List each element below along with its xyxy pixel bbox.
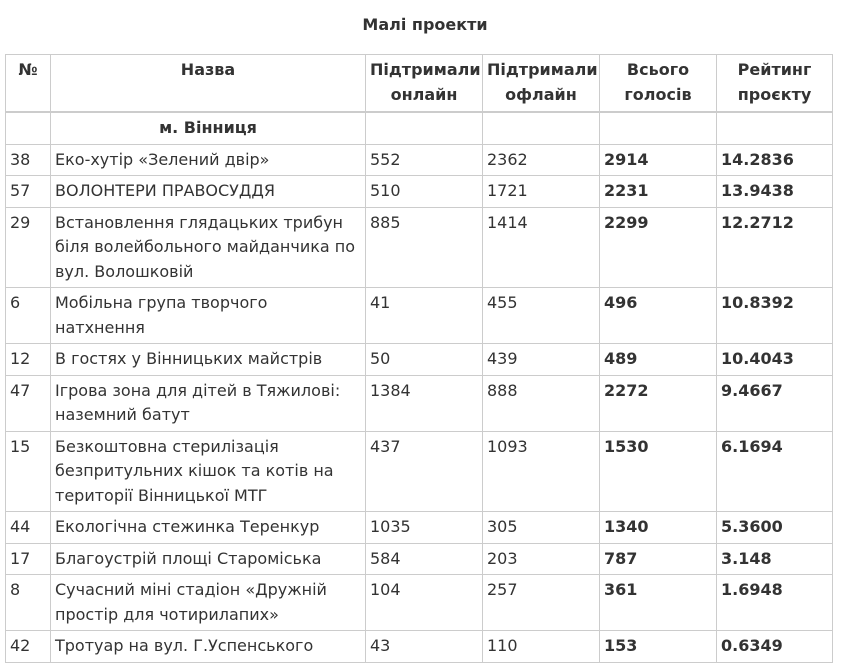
cell-online: 1035 — [366, 512, 483, 544]
cell-number: 12 — [6, 344, 51, 376]
cell-number: 6 — [6, 288, 51, 344]
group-row — [6, 112, 833, 144]
cell-name: Благоустрій площі Староміська — [51, 543, 366, 575]
cell-online: 104 — [366, 575, 483, 631]
cell-number: 57 — [6, 176, 51, 208]
table-row — [6, 512, 833, 544]
cell-rating: 3.148 — [717, 543, 833, 575]
column-header-offline: Підтримали офлайн — [483, 55, 600, 113]
cell-rating: 10.4043 — [717, 344, 833, 376]
cell-total: 361 — [600, 575, 717, 631]
cell-offline: 203 — [483, 543, 600, 575]
cell-rating: 12.2712 — [717, 207, 833, 288]
cell-number: 8 — [6, 575, 51, 631]
cell-total: 496 — [600, 288, 717, 344]
cell-name: В гостях у Вінницьких майстрів — [51, 344, 366, 376]
cell-online: 43 — [366, 631, 483, 663]
cell-number: 38 — [6, 144, 51, 176]
table-row — [6, 176, 833, 208]
column-header-rating: Рейтинг проєкту — [717, 55, 833, 113]
cell-name: Встановлення глядацьких трибун біля волейбольного майданчика по вул. Волошковій — [51, 207, 366, 288]
cell-rating: 10.8392 — [717, 288, 833, 344]
cell-number: 17 — [6, 543, 51, 575]
cell-rating: 1.6948 — [717, 575, 833, 631]
table-row — [6, 575, 833, 631]
cell-offline: 1414 — [483, 207, 600, 288]
group-empty-cell — [600, 112, 717, 144]
cell-total: 153 — [600, 631, 717, 663]
cell-total: 2299 — [600, 207, 717, 288]
column-header-number: № — [6, 55, 51, 113]
cell-online: 437 — [366, 431, 483, 512]
cell-rating: 14.2836 — [717, 144, 833, 176]
cell-offline: 110 — [483, 631, 600, 663]
column-header-name: Назва — [51, 55, 366, 113]
group-label: м. Вінниця — [51, 112, 366, 144]
cell-number: 44 — [6, 512, 51, 544]
column-header-online: Підтримали онлайн — [366, 55, 483, 113]
cell-name: Еко-хутір «Зелений двір» — [51, 144, 366, 176]
cell-rating: 5.3600 — [717, 512, 833, 544]
cell-offline: 305 — [483, 512, 600, 544]
table-row — [6, 375, 833, 431]
cell-offline: 2362 — [483, 144, 600, 176]
cell-offline: 888 — [483, 375, 600, 431]
group-empty-cell — [717, 112, 833, 144]
cell-online: 552 — [366, 144, 483, 176]
table-header-row — [6, 55, 833, 113]
cell-name: Екологічна стежинка Теренкур — [51, 512, 366, 544]
cell-name: Тротуар на вул. Г.Успенського — [51, 631, 366, 663]
cell-number: 29 — [6, 207, 51, 288]
cell-number: 42 — [6, 631, 51, 663]
cell-rating: 13.9438 — [717, 176, 833, 208]
cell-number: 47 — [6, 375, 51, 431]
cell-total: 489 — [600, 344, 717, 376]
cell-offline: 1093 — [483, 431, 600, 512]
cell-total: 787 — [600, 543, 717, 575]
cell-name: Ігрова зона для дітей в Тяжилові: наземний батут — [51, 375, 366, 431]
group-empty-cell — [366, 112, 483, 144]
cell-online: 510 — [366, 176, 483, 208]
cell-total: 2231 — [600, 176, 717, 208]
cell-name: Сучасний міні стадіон «Дружній простір для чотирилапих» — [51, 575, 366, 631]
cell-offline: 1721 — [483, 176, 600, 208]
cell-total: 2914 — [600, 144, 717, 176]
cell-offline: 439 — [483, 344, 600, 376]
cell-total: 2272 — [600, 375, 717, 431]
cell-rating: 6.1694 — [717, 431, 833, 512]
table-row — [6, 207, 833, 288]
cell-total: 1340 — [600, 512, 717, 544]
cell-offline: 257 — [483, 575, 600, 631]
cell-offline: 455 — [483, 288, 600, 344]
table-row — [6, 288, 833, 344]
cell-online: 885 — [366, 207, 483, 288]
column-header-total: Всього голосів — [600, 55, 717, 113]
cell-total: 1530 — [600, 431, 717, 512]
group-empty-cell — [6, 112, 51, 144]
projects-table — [5, 54, 833, 663]
page-title: Малі проекти — [362, 15, 488, 34]
table-row — [6, 631, 833, 663]
cell-name: Безкоштовна стерилізація безпритульних кішок та котів на території Вінницької МТГ — [51, 431, 366, 512]
cell-name: ВОЛОНТЕРИ ПРАВОСУДДЯ — [51, 176, 366, 208]
cell-online: 50 — [366, 344, 483, 376]
cell-number: 15 — [6, 431, 51, 512]
cell-online: 1384 — [366, 375, 483, 431]
cell-online: 41 — [366, 288, 483, 344]
group-empty-cell — [483, 112, 600, 144]
table-row — [6, 431, 833, 512]
table-row — [6, 144, 833, 176]
table-row — [6, 543, 833, 575]
table-row — [6, 344, 833, 376]
cell-online: 584 — [366, 543, 483, 575]
cell-rating: 0.6349 — [717, 631, 833, 663]
cell-name: Мобільна група творчого натхнення — [51, 288, 366, 344]
cell-rating: 9.4667 — [717, 375, 833, 431]
